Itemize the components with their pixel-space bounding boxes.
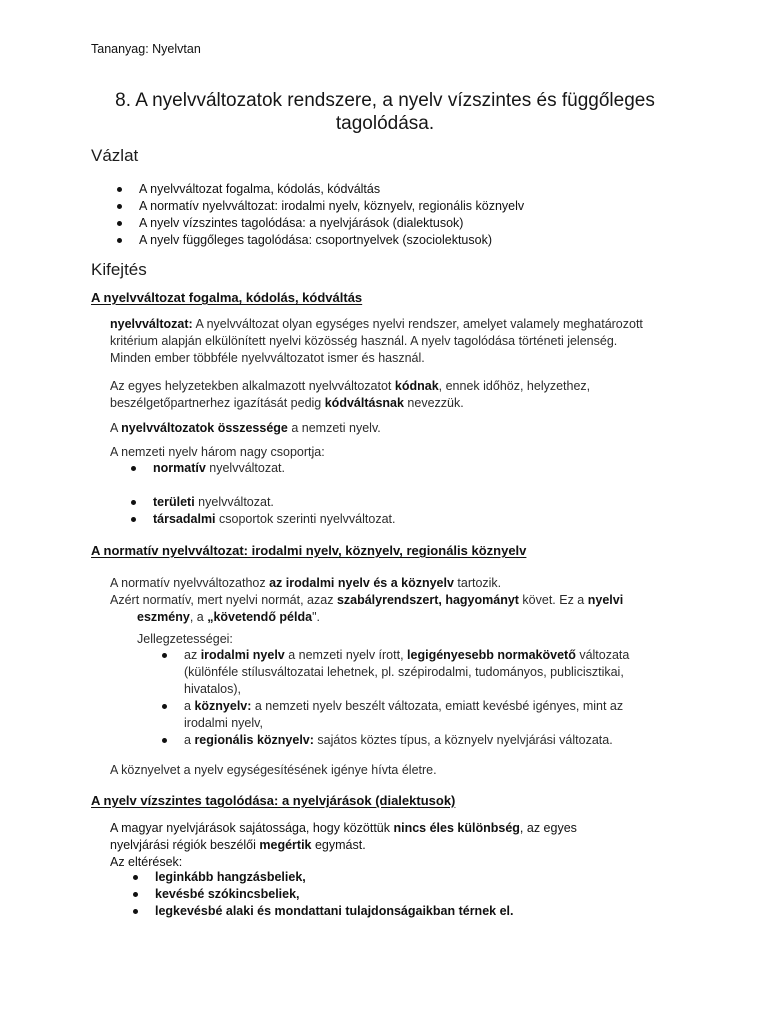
text-span: nyelvjárási régiók beszélői [110,838,260,852]
list-item [162,647,682,698]
text-span: az [184,648,201,662]
text-span: nevezzük. [403,396,464,410]
term-kovetendo-pelda: „követendő példa [207,610,313,624]
text-span: sajátos köztes típus, a köznyelv nyelvjárási változata. [313,733,613,747]
term-normakoveto: legigényesebb normakövető [407,648,576,662]
list-item: kevésbé szókincsbeliek, [133,886,513,903]
differences-list [133,869,513,920]
list-item [162,732,682,749]
section-heading-nyelvvaltozat: A nyelvváltozat fogalma, kódolás, kódváltás [91,290,363,305]
text-span: a [184,733,195,747]
page-header: Tananyag: Nyelvtan [91,42,201,56]
text-span: a nemzeti nyelv írott, [284,648,408,662]
text-span: egymást. [311,838,366,852]
list-item: legkevésbé alaki és mondattani tulajdonságaikban térnek el. [133,903,513,920]
list-item: A normatív nyelvváltozat: irodalmi nyelv, köznyelv, regionális köznyelv [117,198,524,215]
text-span: a nemzeti nyelv. [287,421,381,435]
jellegzetessegei-label: Jellegzetességei: [137,632,233,646]
text-line: irodalmi nyelv, [184,716,263,730]
kifejtes-heading: Kifejtés [91,260,147,279]
term-kodvaltas: kódváltásnak [324,396,404,410]
outline-list [117,181,524,249]
term-kod: kódnak [394,379,439,393]
text-span: beszélgetőpartnerhez igazítását pedig [110,396,325,410]
term-tarsadalmi: társadalmi [153,512,216,526]
term-eszmeny: eszmény [137,610,190,624]
text-span: követ. Ez a [518,593,588,607]
text-span: A magyar nyelvjárások sajátossága, hogy közöttük [110,821,394,835]
term-nyelvvaltozat: nyelvváltozat: [110,317,193,331]
list-item [131,511,395,528]
normativ-paragraph [110,575,623,626]
list-item: A nyelv vízszintes tagolódása: a nyelvjárások (dialektusok) [117,215,524,232]
nyelvjarasok-paragraph [110,820,577,871]
text-line: hivatalos), [184,682,241,696]
text-span: , ennek időhöz, helyzethez, [438,379,591,393]
group-list [131,460,395,528]
list-item: leginkább hangzásbeliek, [133,869,513,886]
text-span: , az egyes [519,821,577,835]
text-span: , a [189,610,208,624]
definition-paragraph [110,316,643,367]
text-line: kritérium alapján elkülönített nyelvi közösség használ. A nyelv tagolódása történeti jelenség. [110,334,618,348]
page-title [80,89,690,135]
list-item [131,494,395,511]
list-item: A nyelv függőleges tagolódása: csoportnyelvek (szociolektusok) [117,232,524,249]
csoportok-intro: A nemzeti nyelv három nagy csoportja: [110,445,325,459]
list-item [131,460,395,477]
term-normativ: normatív [153,461,206,475]
term-nyelvi: nyelvi [587,593,624,607]
kod-paragraph [110,378,590,412]
term-regionalis-koznyelv: regionális köznyelv: [194,733,314,747]
nemzeti-nyelv-paragraph [110,420,381,437]
koznyelv-paragraph: A köznyelvet a nyelv egységesítésének igénye hívta életre. [110,763,437,777]
term-szabalyrendszer: szabályrendszert, hagyományt [336,593,519,607]
features-list [162,647,682,749]
text-span: A normatív nyelvváltozathoz [110,576,270,590]
text-span: tartozik. [453,576,502,590]
text-line: Minden ember többféle nyelvváltozatot ismer és használ. [110,351,425,365]
elteresek-label: Az eltérések: [110,855,183,869]
section-heading-nyelvjarasok: A nyelv vízszintes tagolódása: a nyelvjárások (dialektusok) [91,793,456,808]
term-megertik: megértik [259,838,312,852]
term-irodalmi-nyelv: irodalmi nyelv [200,648,285,662]
text-span: Azért normatív, mert nyelvi normát, azaz [110,593,337,607]
text-span: Az egyes helyzetekben alkalmazott nyelvváltozatot [110,379,395,393]
term-koznyelv: köznyelv: [194,699,252,713]
text-span: nyelvváltozat. [205,461,286,475]
title-line-1: 8. A nyelvváltozatok rendszere, a nyelv vízszintes és függőleges [115,90,655,111]
title-line-2: tagolódása. [335,113,435,134]
vazlat-heading: Vázlat [91,146,139,165]
section-heading-normativ: A normatív nyelvváltozat: irodalmi nyelv, köznyelv, regionális köznyelv [91,543,527,558]
text-span: a [184,699,195,713]
text-span: változata [575,648,630,662]
text-line: (különféle stílusváltozatai lehetnek, pl. szépirodalmi, tudományos, publicisztikai, [184,665,624,679]
text-span: ". [312,610,320,624]
term-osszesseg: nyelvváltozatok összessége [121,421,288,435]
text-span: csoportok szerinti nyelvváltozat. [215,512,396,526]
list-item [162,698,682,732]
list-item: A nyelvváltozat fogalma, kódolás, kódváltás [117,181,524,198]
term-irodalmi-koznyelv: az irodalmi nyelv és a köznyelv [269,576,454,590]
term-nincs-eles-kulonbseg: nincs éles különbség [393,821,520,835]
text-span: nyelvváltozat. [194,495,274,509]
text-span: a nemzeti nyelv beszélt változata, emiatt kevésbé igényes, mint az [251,699,624,713]
term-teruleti: területi [153,495,195,509]
text-span: A [110,421,122,435]
text-span: A nyelvváltozat olyan egységes nyelvi rendszer, amelyet valamely meghatározott [192,317,643,331]
